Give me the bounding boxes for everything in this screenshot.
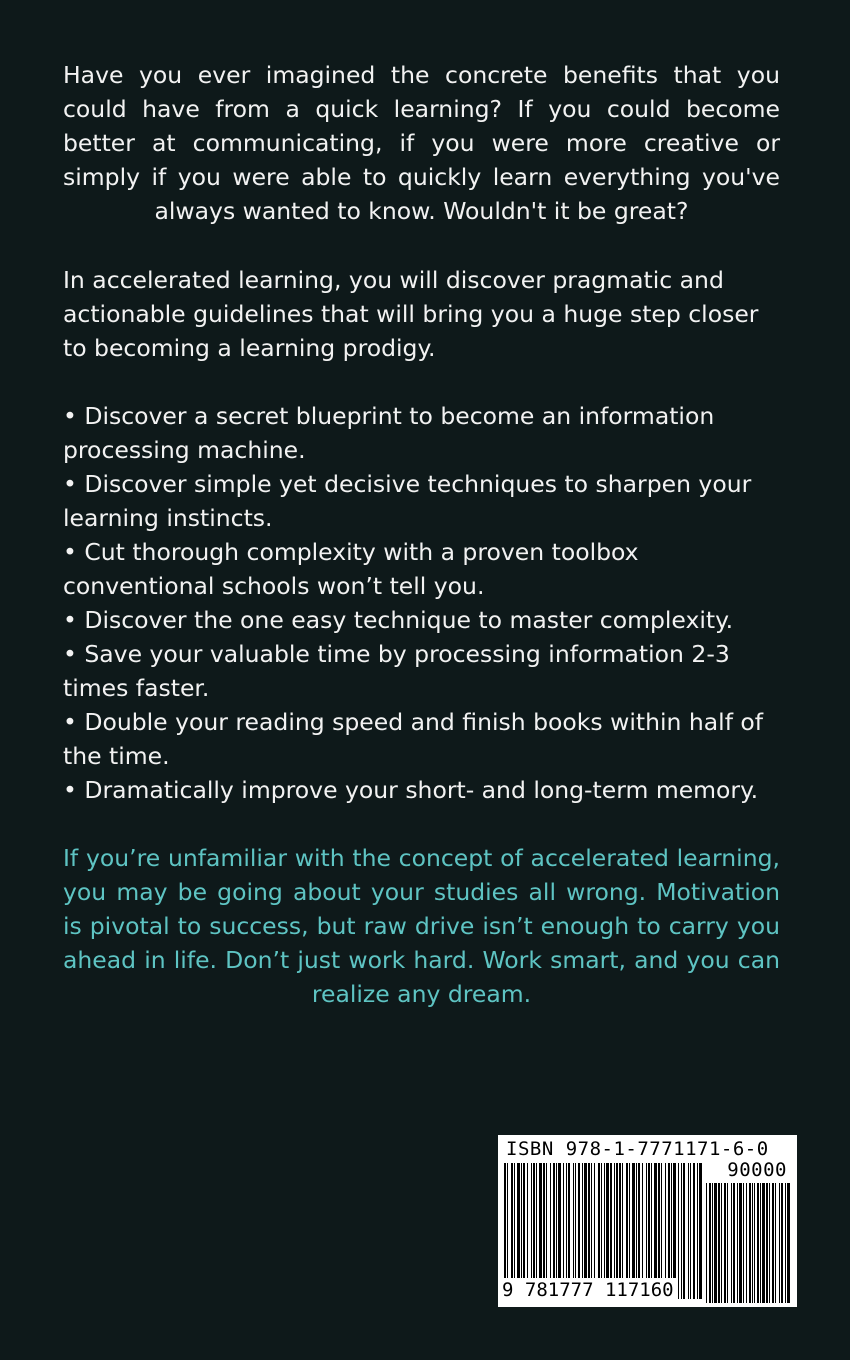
list-item — [63, 603, 780, 637]
list-item — [63, 773, 780, 807]
barcode-bar — [688, 1163, 689, 1299]
barcode-bar — [693, 1163, 695, 1299]
list-item-text: Cut thorough complexity with a proven toolbox conventional schools won’t tell you. — [63, 538, 639, 600]
bullet-icon: • — [63, 402, 77, 430]
barcode-bar — [769, 1183, 770, 1303]
list-item-text: Discover the one easy technique to master complexity. — [84, 606, 734, 634]
barcode-bar — [787, 1183, 790, 1303]
list-item — [63, 467, 780, 535]
bullet-icon: • — [63, 776, 77, 804]
bullet-icon: • — [63, 606, 77, 634]
bullet-icon: • — [63, 470, 77, 498]
bullet-icon: • — [63, 538, 77, 566]
ean-digits-label: 9 781777 117160 — [502, 1279, 674, 1301]
barcode-bar — [775, 1183, 776, 1303]
barcode-bar — [712, 1183, 713, 1303]
list-item-text: Save your valuable time by processing information 2-3 times faster. — [63, 640, 730, 702]
barcode-bar — [683, 1163, 685, 1299]
barcode-bar — [714, 1183, 717, 1303]
list-item — [63, 637, 780, 705]
barcode-bar — [746, 1183, 747, 1303]
barcode-bar — [752, 1183, 753, 1303]
barcode-bar — [731, 1183, 732, 1303]
barcode-bar — [772, 1183, 774, 1303]
list-item-text: Dramatically improve your short- and long-term memory. — [84, 776, 759, 804]
barcode-bar — [721, 1183, 722, 1303]
barcode-bar — [706, 1183, 707, 1303]
list-item — [63, 399, 780, 467]
barcode-bar — [743, 1183, 744, 1303]
barcode-bar — [762, 1183, 765, 1303]
barcode-bar — [766, 1183, 768, 1303]
isbn-label: ISBN 978-1-7771171-6-0 — [506, 1138, 769, 1160]
price-code-label: 90000 — [727, 1159, 787, 1181]
bullet-icon: • — [63, 708, 77, 736]
list-item-text: Discover a secret blueprint to become an information processing machine. — [63, 402, 715, 464]
barcode-bar — [718, 1183, 720, 1303]
barcode-bar — [749, 1183, 751, 1303]
barcode-bar — [779, 1183, 780, 1303]
barcode-bar — [739, 1183, 742, 1303]
barcode-bar — [724, 1183, 726, 1303]
barcode-bar — [737, 1183, 738, 1303]
barcode-bar — [785, 1183, 786, 1303]
list-item-text: Discover simple yet decisive techniques to sharpen your learning instincts. — [63, 470, 752, 532]
isbn-barcode — [498, 1135, 797, 1307]
barcode-bar — [733, 1183, 735, 1303]
promise-paragraph: In accelerated learning, you will discover pragmatic and actionable guidelines that will bring you a huge step closer to becoming a learning prodigy. — [63, 266, 759, 362]
barcode-bar — [699, 1163, 702, 1299]
bullet-icon: • — [63, 640, 77, 668]
barcode-bar — [709, 1183, 711, 1303]
barcode-bar — [754, 1183, 755, 1303]
barcode-bar — [760, 1183, 761, 1303]
benefit-list — [63, 399, 780, 807]
barcode-bar — [678, 1163, 679, 1299]
list-item — [63, 535, 780, 603]
barcode-bar — [727, 1183, 728, 1303]
intro-paragraph: Have you ever imagined the concrete benefits that you could have from a quick learning? If you could become better at communicating, if you were more creative or simply if you were able to quickly learn everything you've always wanted to know. Wouldn't it be great? — [63, 61, 780, 225]
list-item — [63, 705, 780, 773]
barcode-bar — [781, 1183, 783, 1303]
barcode-bar — [697, 1163, 698, 1299]
barcode-bar — [681, 1163, 682, 1299]
list-item-text: Double your reading speed and finish books within half of the time. — [63, 708, 764, 770]
closing-paragraph: If you’re unfamiliar with the concept of accelerated learning, you may be going about your studies all wrong. Motivation is pivotal to success, but raw drive isn’t enough to carry you ahead in life. Don’t just work hard. Work smart, and you can realize any dream. — [63, 844, 780, 1008]
barcode-bar — [757, 1183, 759, 1303]
barcode-bar — [690, 1163, 691, 1299]
